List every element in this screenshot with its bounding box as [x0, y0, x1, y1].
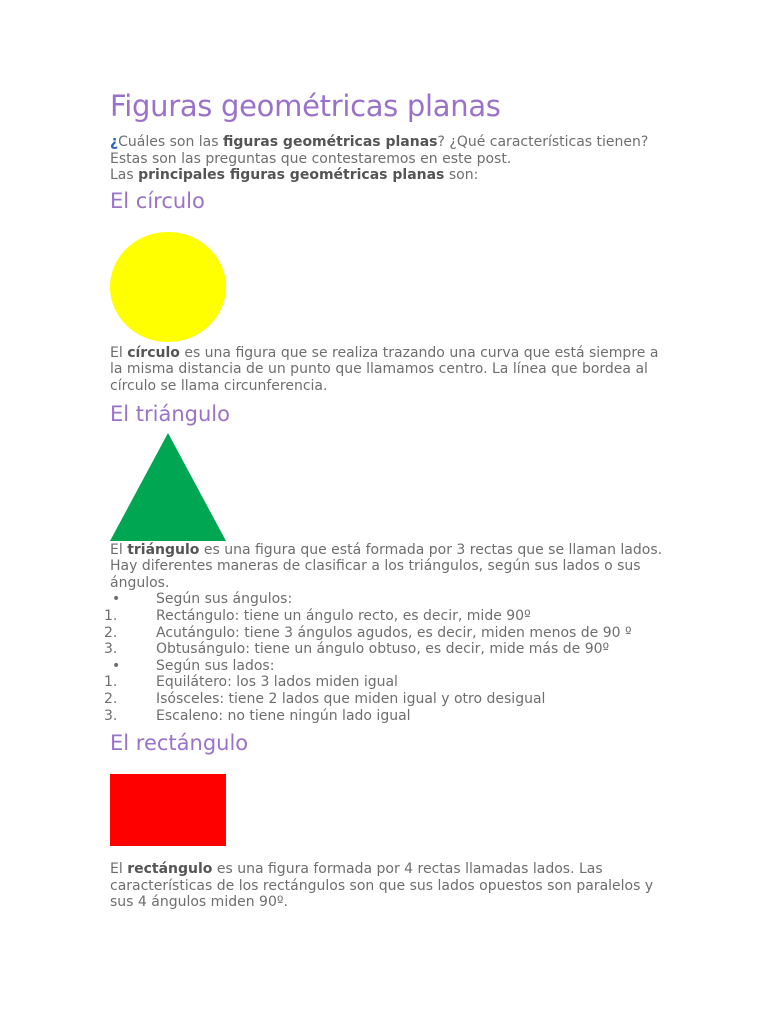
red-rectangle-figure	[110, 774, 230, 850]
intro-mark: ¿	[110, 134, 119, 150]
list-marker: 3.	[104, 707, 118, 724]
rectangle-text: es una figura formada por 4 rectas llamadas lados. Las características de los rectángulos son que sus lados opuestos son paralelos y sus 4 ángulos miden 90º.	[110, 861, 654, 911]
rectangle-shape	[110, 774, 226, 846]
list-item	[104, 624, 670, 642]
intro-text: son:	[444, 167, 479, 184]
list-text: Equilátero: los 3 lados miden igual	[156, 674, 398, 691]
circle-text: es una figura que se realiza trazando una curva que está siempre a la misma distancia de un punto que llamamos centro. La línea que bordea al círculo se llama circunferencia.	[110, 344, 659, 394]
list-item	[110, 591, 670, 608]
list-item	[104, 707, 670, 725]
triangle-shape	[110, 433, 226, 541]
circle-shape	[110, 232, 226, 342]
circle-text: El	[110, 344, 128, 361]
triangle-classification-list	[104, 591, 670, 724]
rectangle-heading: El rectángulo	[110, 731, 249, 756]
intro-text: ? ¿Qué características tienen? Estas son las preguntas que contestaremos en este post.	[110, 134, 649, 167]
intro-text: Las	[110, 167, 139, 184]
document-page	[104, 86, 670, 911]
list-marker: 3.	[104, 641, 118, 658]
list-text: Según sus lados:	[156, 657, 275, 674]
intro-paragraph	[110, 134, 670, 184]
triangle-bold: triángulo	[127, 541, 200, 558]
list-marker: 1.	[104, 607, 118, 624]
list-item	[104, 641, 670, 658]
intro-bold: principales figuras geométricas planas	[138, 167, 445, 184]
list-marker: 2.	[104, 624, 118, 641]
list-item	[104, 607, 670, 625]
triangle-text: El	[110, 541, 128, 558]
list-item	[110, 658, 670, 675]
rectangle-text: El	[110, 861, 128, 878]
list-marker: •	[112, 591, 121, 608]
list-marker: 2.	[104, 690, 118, 707]
list-text: Escaleno: no tiene ningún lado igual	[156, 707, 411, 724]
list-marker: •	[112, 657, 121, 674]
circle-heading: El círculo	[110, 188, 205, 213]
list-text: Acutángulo: tiene 3 ángulos agudos, es decir, miden menos de 90 º	[156, 624, 632, 641]
triangle-heading: El triángulo	[110, 401, 230, 426]
list-text: Rectángulo: tiene un ángulo recto, es decir, mide 90º	[156, 607, 531, 624]
intro-bold: figuras geométricas planas	[223, 134, 438, 150]
page-title: Figuras geométricas planas	[110, 89, 501, 123]
list-item	[104, 690, 670, 708]
circle-bold: círculo	[127, 344, 180, 361]
green-triangle-figure	[110, 433, 230, 543]
intro-text: Cuáles son las	[118, 134, 223, 150]
triangle-text: es una figura que está formada por 3 rectas que se llaman lados. Hay diferentes maneras de clasificar a los triángulos, según sus lados o sus ángulos.	[110, 541, 663, 591]
list-text: Obtusángulo: tiene un ángulo obtuso, es decir, mide más de 90º	[156, 641, 610, 658]
circle-description	[110, 345, 670, 395]
list-item	[104, 674, 670, 691]
rectangle-description	[110, 861, 670, 911]
rectangle-bold: rectángulo	[127, 861, 213, 878]
list-marker: 1.	[104, 674, 118, 691]
list-text: Según sus ángulos:	[156, 591, 293, 608]
list-text: Isósceles: tiene 2 lados que miden igual y otro desigual	[156, 690, 546, 707]
triangle-description	[110, 542, 670, 592]
yellow-circle-figure	[110, 232, 230, 344]
